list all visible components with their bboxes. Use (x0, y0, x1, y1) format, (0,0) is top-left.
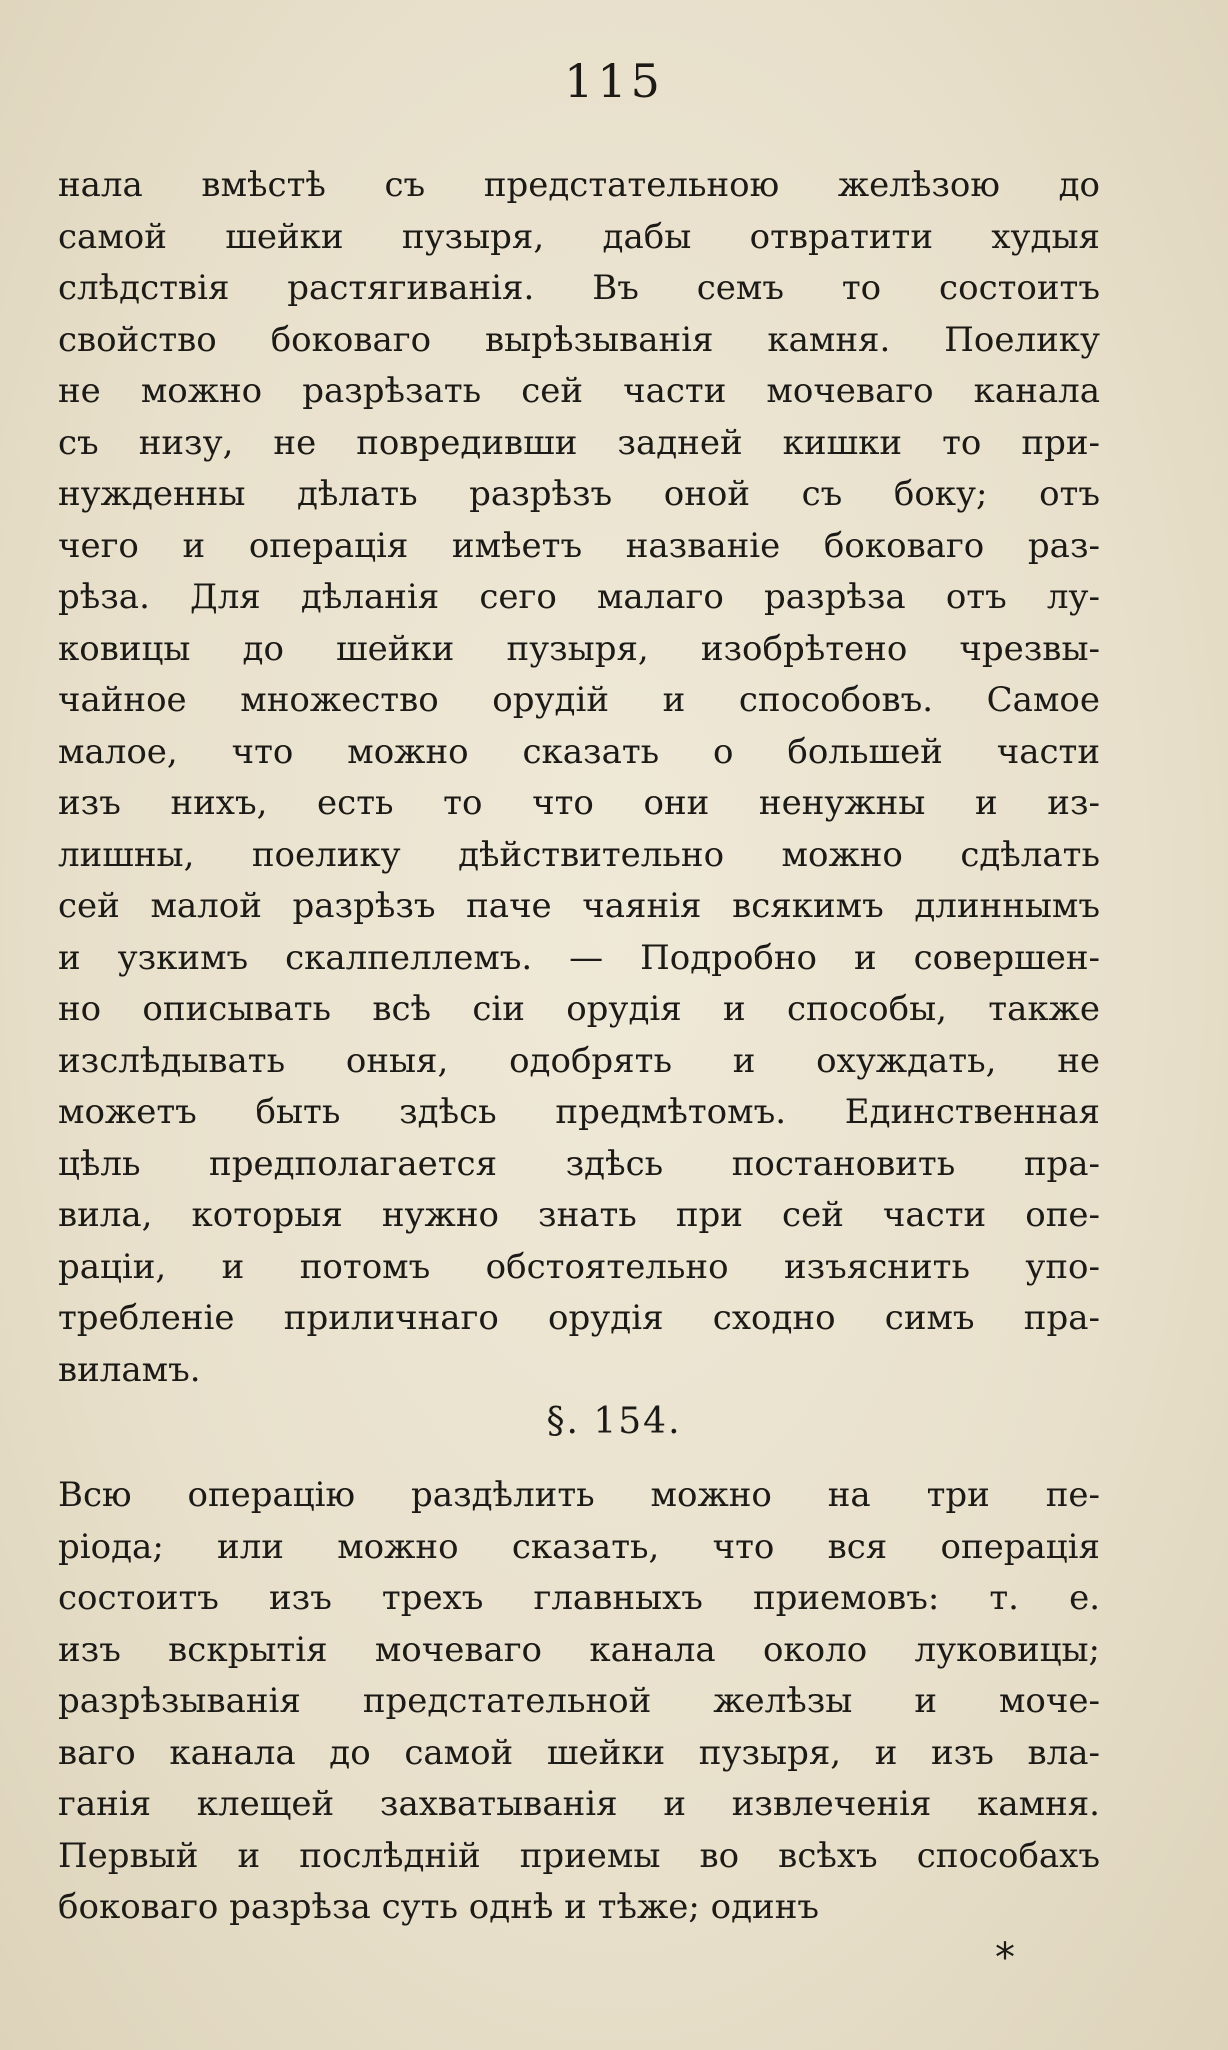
text-line: рѣза. Для дѣланія сего малаго разрѣза отъ лу- (58, 577, 1100, 617)
text-line: ваго канала до самой шейки пузыря, и изъ вла- (58, 1732, 1100, 1773)
text-line: Всю операцію раздѣлить можно на три пе- (58, 1475, 1100, 1515)
text-line: раціи, и потомъ обстоятельно изъяснить упо- (58, 1246, 1100, 1287)
text-line: виламъ. (58, 1349, 201, 1390)
text-line: ганія клещей захватыванія и извлеченія камня. (58, 1784, 1100, 1824)
text-line: требленіе приличнаго орудія сходно симъ пра- (58, 1298, 1100, 1338)
text-line: вила, которыя нужно знать при сей части опе- (58, 1195, 1100, 1235)
paragraph-2 (58, 1470, 1100, 1934)
page-number: 115 (564, 54, 664, 108)
text-line: но описывать всѣ сіи орудія и способы, также (58, 989, 1100, 1029)
paragraph-1 (58, 160, 1100, 1396)
text-line: чего и операція имѣетъ названіе боковаго раз- (58, 525, 1100, 566)
text-line: состоитъ изъ трехъ главныхъ приемовъ: т. е. (58, 1578, 1100, 1618)
text-line: разрѣзыванія предстательной желѣзы и моче- (58, 1681, 1100, 1721)
text-line: лишны, поелику дѣйствительно можно сдѣлать (58, 834, 1100, 875)
text-line: можетъ быть здѣсь предмѣтомъ. Единственная (58, 1092, 1100, 1132)
text-line: ріода; или можно сказать, что вся операція (58, 1526, 1100, 1567)
text-line: сей малой разрѣзъ паче чаянія всякимъ длиннымъ (58, 886, 1100, 926)
text-line: цѣль предполагается здѣсь постановить пра- (58, 1143, 1100, 1184)
text-line: чайное множество орудій и способовъ. Самое (58, 680, 1100, 720)
text-line: самой шейки пузыря, дабы отвратити худыя (58, 216, 1100, 257)
section-heading: §. 154. (546, 1401, 682, 1442)
text-line: свойство боковаго вырѣзыванія камня. Поелику (58, 319, 1100, 360)
text-line: Первый и послѣдній приемы во всѣхъ способахъ (58, 1835, 1100, 1876)
text-line: изъ нихъ, есть то что они ненужны и из- (58, 783, 1100, 823)
text-line: нала вмѣстѣ съ предстательною желѣзою до (58, 165, 1100, 205)
text-line: нужденны дѣлать разрѣзъ оной съ боку; отъ (58, 474, 1100, 514)
catchword-asterisk: * (995, 1935, 1015, 1981)
text-line: слѣдствія растягиванія. Въ семъ то состоитъ (58, 268, 1100, 308)
text-line: малое, что можно сказать о большей части (58, 731, 1100, 772)
text-line: не можно разрѣзать сей части мочеваго канала (58, 371, 1100, 411)
text-line: и узкимъ скалпеллемъ. — Подробно и совершен- (58, 937, 1100, 978)
text-line: изъ вскрытія мочеваго канала около луковицы; (58, 1629, 1100, 1670)
text-line: ковицы до шейки пузыря, изобрѣтено чрезвы- (58, 628, 1100, 669)
text-line: съ низу, не повредивши задней кишки то при- (58, 422, 1100, 463)
text-line: изслѣдывать оныя, одобрять и охуждать, не (58, 1040, 1100, 1081)
text-line: боковаго разрѣза суть однѣ и тѣже; одинъ (58, 1887, 819, 1927)
